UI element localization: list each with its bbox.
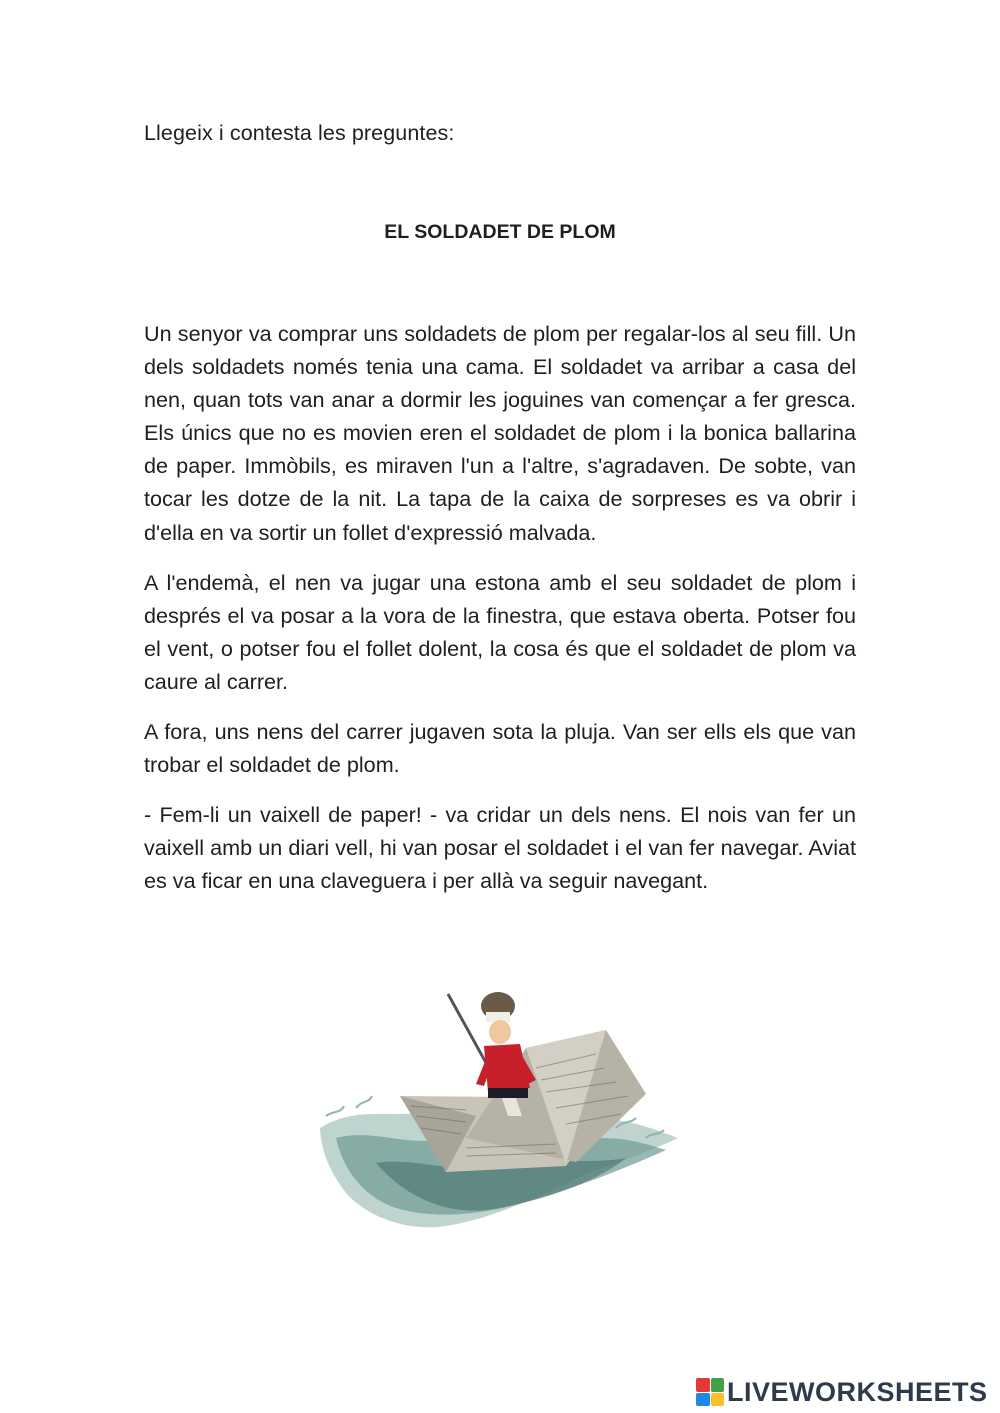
story-title: EL SOLDADET DE PLOM bbox=[384, 221, 616, 243]
story-paragraph-2: A l'endemà, el nen va jugar una estona amb el seu soldadet de plom i després el va posar a la vora de la finestra, que estava oberta. Potser fou el vent, o potser fou el follet dolent, la cosa és que el soldadet de plom va caure al carrer. bbox=[144, 569, 856, 694]
story-paragraph-1: Un senyor va comprar uns soldadets de plom per regalar-los al seu fill. Un dels soldadets només tenia una cama. El soldadet va arribar a casa del nen, quan tots van anar a dormir les joguines van començar a fer gresca. Els únics que no es movien eren el soldadet de plom i la bonica ballarina de paper. Immòbils, es miraven l'un a l'altre, s'agradaven. De sobte, van tocar les dotze de la nit. La tapa de la caixa de sorpreses es va obrir i d'ella en va sortir un follet d'expressió malvada. bbox=[144, 321, 856, 545]
logo-tile-green bbox=[711, 1378, 725, 1392]
logo-tile-red bbox=[696, 1378, 710, 1392]
liveworksheets-brand-text: LIVEWORKSHEETS bbox=[727, 1376, 988, 1407]
tin-soldier-paper-boat-illustration bbox=[316, 988, 680, 1238]
logo-tile-yellow bbox=[711, 1393, 725, 1407]
story-paragraph-3: A fora, uns nens del carrer jugaven sota la pluja. Van ser ells els que van trobar el soldadet de plom. bbox=[144, 719, 856, 778]
liveworksheets-logo-icon bbox=[696, 1378, 724, 1406]
story-text bbox=[144, 317, 856, 915]
story-paragraph-4: - Fem-li un vaixell de paper! - va cridar un dels nens. El nois van fer un vaixell amb un diari vell, hi van posar el soldadet i el van fer navegar. Aviat es va ficar en una claveguera i per allà va seguir navegant. bbox=[144, 802, 856, 894]
instruction-text: Llegeix i contesta les preguntes: bbox=[144, 121, 455, 145]
liveworksheets-logo bbox=[696, 1376, 988, 1408]
logo-tile-blue bbox=[696, 1393, 710, 1407]
